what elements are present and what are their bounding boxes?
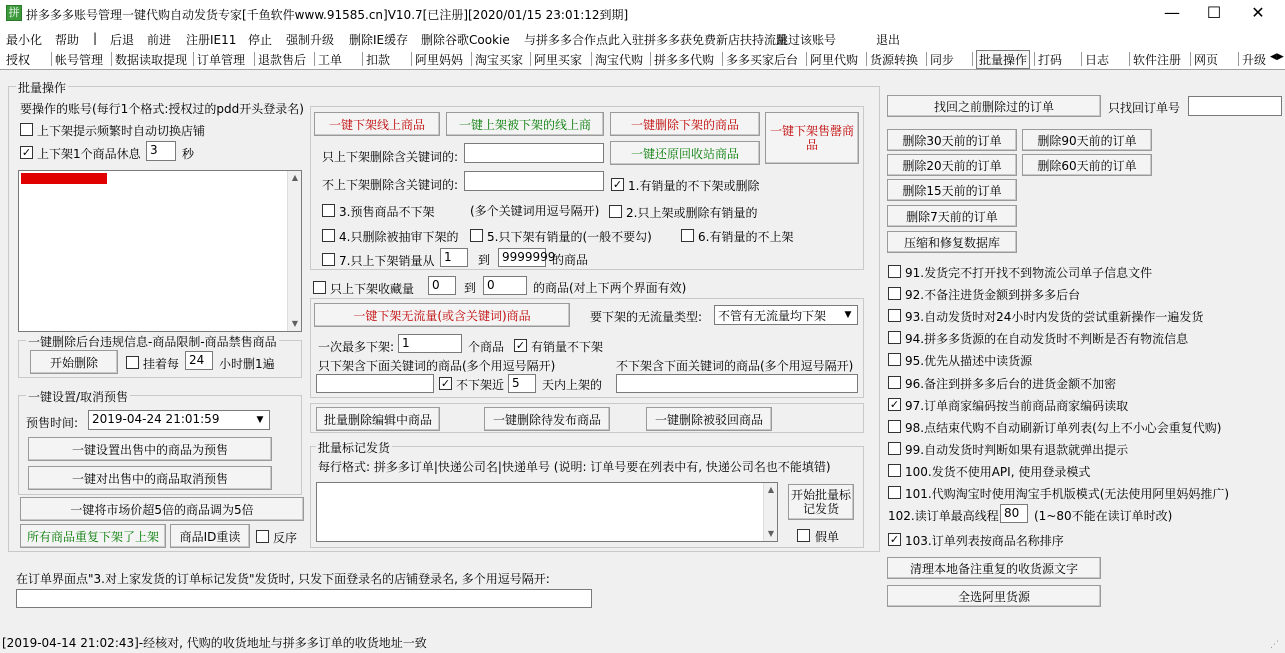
menu-item[interactable]: 退出 xyxy=(876,33,901,47)
delete-90-button[interactable]: 删除90天前的订单 xyxy=(1022,129,1152,151)
mark-scrollbar[interactable] xyxy=(763,483,777,541)
all-reonline-button[interactable]: 所有商品重复下架了上架 xyxy=(20,524,166,548)
threads-input[interactable]: 80 xyxy=(1000,504,1028,523)
rest-seconds-input[interactable]: 3 xyxy=(146,141,176,161)
delete-15-button[interactable]: 删除15天前的订单 xyxy=(887,179,1017,201)
option-checkbox[interactable] xyxy=(888,353,901,366)
hang-hours-input[interactable]: 24 xyxy=(185,351,213,370)
fav-checkbox[interactable] xyxy=(313,281,326,294)
menu-item[interactable]: 跳过该账号 xyxy=(776,33,837,47)
mark-group-title: 批量标记发货 xyxy=(318,441,391,455)
restore-recycle-button[interactable]: 一键还原回收站商品 xyxy=(610,141,760,165)
select-ali-button[interactable]: 全选阿里货源 xyxy=(887,585,1101,607)
status-text: [2019-04-14 21:02:43]-经核对, 代购的收货地址与拼多多订单的收货地址一致 xyxy=(2,636,427,650)
opt3-label: 3.预售商品不下架 xyxy=(339,205,435,219)
accounts-scrollbar[interactable] xyxy=(287,171,301,331)
maximize-icon[interactable]: ☐ xyxy=(1206,3,1222,22)
rest-unit-label: 秒 xyxy=(182,147,195,161)
batch-group-title: 批量操作 xyxy=(18,81,67,95)
fav-to-input[interactable]: 0 xyxy=(483,276,527,295)
rest-label: 上下架1个商品休息 xyxy=(37,147,141,161)
opt4-label: 4.只删除被抽审下架的 xyxy=(339,230,459,244)
store-note-label: 在订单界面点"3.对上家发货的订单标记发货"发货时, 只发下面登录名的店铺登录名, 多个用逗号隔开: xyxy=(16,572,550,586)
start-delete-button[interactable]: 开始删除 xyxy=(30,350,118,374)
menu-item[interactable]: 删除IE缓存 xyxy=(349,33,409,47)
scroll-down-icon[interactable]: ▼ xyxy=(767,529,775,538)
option-label: 97.订单商家编码按当前商品商家编码读取 xyxy=(905,399,1129,413)
hang-unit: 小时删1遍 xyxy=(219,357,275,371)
auto-switch-label: 上下架提示频繁时自动切换店铺 xyxy=(37,124,206,138)
delete-7-button[interactable]: 删除7天前的订单 xyxy=(887,205,1017,227)
threads-label: 102.读订单最高线程 xyxy=(888,509,999,523)
hang-checkbox[interactable] xyxy=(126,356,139,369)
set-presale-button[interactable]: 一键设置出售中的商品为预售 xyxy=(28,437,272,461)
tab-item[interactable]: 日志 xyxy=(1085,53,1110,67)
fav-to-label: 到 xyxy=(464,281,477,295)
option-label: 91.发货完不打开找不到物流公司单子信息文件 xyxy=(905,266,1153,280)
accounts-label: 要操作的账号(每行1个格式:授权过的pdd开头登录名) xyxy=(20,102,304,116)
tab-separator xyxy=(111,52,112,66)
noflow-type-value: 不管有无流量均下架 xyxy=(718,309,827,323)
menu-item[interactable]: 停止 xyxy=(248,33,273,47)
delete-editing-button[interactable]: 批量删除编辑中商品 xyxy=(316,407,440,431)
tab-separator xyxy=(972,52,973,66)
rest-checkbox[interactable]: ✓ xyxy=(21,146,32,159)
menu-item[interactable]: 最小化 xyxy=(6,33,43,47)
presale-title: 一键设置/取消预售 xyxy=(28,390,129,404)
fav-label: 只上下架收藏量 xyxy=(330,282,415,296)
tab-item[interactable]: 阿里妈妈 xyxy=(415,53,464,67)
reverse-checkbox[interactable] xyxy=(256,530,269,543)
tab-separator xyxy=(650,52,651,66)
onoff-group xyxy=(310,106,864,270)
tab-separator xyxy=(1129,52,1130,66)
has-sales-label: 有销量不下架 xyxy=(531,340,604,354)
sales-from-input[interactable]: 1 xyxy=(440,248,468,267)
recent-unit: 天内上架的 xyxy=(542,378,603,392)
accounts-textarea[interactable] xyxy=(18,170,302,332)
offline-soldout-button[interactable]: 一键下架售罄商品 xyxy=(765,112,859,164)
include-kw-input[interactable] xyxy=(316,374,434,393)
scroll-up-icon[interactable]: ▲ xyxy=(767,485,775,494)
start-mark-button[interactable]: 开始批量标记发货 xyxy=(788,484,854,520)
option-checkbox[interactable] xyxy=(888,309,901,322)
tab-separator xyxy=(254,52,255,66)
include-kw-label: 只下架含下面关键词的商品(多个用逗号隔开) xyxy=(318,359,556,373)
opt2-label: 2.只上架或删除有销量的 xyxy=(626,206,758,220)
sales-unit-label: 的商品 xyxy=(552,253,589,267)
chevron-down-icon[interactable]: ▼ xyxy=(256,415,264,425)
app-icon: 拼 xyxy=(6,5,22,21)
has-sales-checkbox[interactable]: ✓ xyxy=(515,339,526,352)
opt6-label: 6.有销量的不上架 xyxy=(698,230,794,244)
presale-time-picker[interactable] xyxy=(88,410,270,430)
max-offline-input[interactable]: 1 xyxy=(398,334,462,353)
presale-time-value: 2019-04-24 21:01:59 xyxy=(92,412,220,426)
delete-rejected-button[interactable]: 一键删除被驳回商品 xyxy=(646,407,772,431)
tab-separator xyxy=(591,52,592,66)
option-label: 99.自动发货时判断如果有退款就弹出提示 xyxy=(905,443,1129,457)
delete-20-button[interactable]: 删除20天前的订单 xyxy=(887,154,1017,176)
fav-hint: 的商品(对上下两个界面有效) xyxy=(533,281,687,295)
option-checkbox[interactable] xyxy=(888,420,901,433)
option-checkbox[interactable] xyxy=(888,265,901,278)
sales-to-label: 到 xyxy=(478,253,491,267)
option-label: 93.自动发货时对24小时内发货的尝试重新操作一遍发货 xyxy=(905,310,1204,324)
tab-item[interactable]: 打码 xyxy=(1038,53,1063,67)
sales-to-input[interactable]: 9999999 xyxy=(498,248,546,267)
tab-separator xyxy=(1034,52,1035,66)
option-label: 101.代购淘宝时使用淘宝手机版模式(无法使用阿里妈妈推广) xyxy=(905,487,1230,501)
opt103-label: 103.订单列表按商品名称排序 xyxy=(905,534,1064,548)
price-5x-button[interactable]: 一键将市场价超5倍的商品调为5倍 xyxy=(20,497,304,521)
option-checkbox[interactable] xyxy=(888,331,901,344)
compress-db-button[interactable]: 压缩和修复数据库 xyxy=(887,231,1017,253)
fake-order-label: 假单 xyxy=(815,530,840,544)
tab-item[interactable]: 帐号管理 xyxy=(55,53,104,67)
violation-title: 一键删除后台违规信息-商品限制-商品禁售商品 xyxy=(28,335,277,349)
tab-item[interactable]: 授权 xyxy=(6,53,31,67)
tab-separator xyxy=(866,52,867,66)
tab-separator xyxy=(362,52,363,66)
tab-scroll-icon[interactable]: ◀▶ xyxy=(1270,52,1284,62)
recent-checkbox[interactable]: ✓ xyxy=(440,377,451,390)
menu-item[interactable]: 强制升级 xyxy=(286,33,335,47)
tab-item[interactable]: 淘宝买家 xyxy=(475,53,524,67)
not-keyword-label: 不上下架删除含关键词的: xyxy=(322,178,459,192)
clear-dup-button[interactable]: 清理本地备注重复的收货源文字 xyxy=(887,557,1101,579)
recover-orders-button[interactable]: 找回之前删除过的订单 xyxy=(887,95,1101,117)
reverse-label: 反序 xyxy=(273,531,298,545)
delete-60-button[interactable]: 删除60天前的订单 xyxy=(1022,154,1152,176)
tab-separator xyxy=(1238,52,1239,66)
only-recover-input[interactable] xyxy=(1188,96,1282,116)
cancel-presale-button[interactable]: 一键对出售中的商品取消预售 xyxy=(28,466,272,490)
tab-item[interactable]: 批量操作 xyxy=(976,50,1030,69)
option-checkbox[interactable] xyxy=(888,376,901,389)
noflow-type-select[interactable] xyxy=(714,305,858,325)
opt1-label: 1.有销量的不下架或删除 xyxy=(628,179,760,193)
max-offline-label: 一次最多下架: xyxy=(318,340,395,354)
menu-separator: | xyxy=(93,31,98,45)
presale-time-label: 预售时间: xyxy=(26,416,79,430)
tab-separator xyxy=(722,52,723,66)
store-note-input[interactable] xyxy=(16,589,592,608)
fav-from-input[interactable]: 0 xyxy=(428,276,456,295)
exclude-kw-input[interactable] xyxy=(616,374,858,393)
tab-item[interactable]: 退款售后 xyxy=(258,53,307,67)
max-offline-unit: 个商品 xyxy=(468,340,505,354)
tab-item[interactable]: 淘宝代购 xyxy=(595,53,644,67)
offline-noflow-button[interactable]: 一键下架无流量(或含关键词)商品 xyxy=(314,303,570,327)
only-recover-label: 只找回订单号 xyxy=(1108,101,1181,115)
option-label: 96.备注到拼多多后台的进货金额不加密 xyxy=(905,377,1117,391)
window-title: 拼多多多账号管理一键代购自动发货专家[千鱼软件www.91585.cn]V10.7[已注册][2020/01/15 23:01:12到期] xyxy=(26,8,629,22)
option-label: 94.拼多多货源的在自动发货时不判断是否有物流信息 xyxy=(905,332,1189,346)
tab-item[interactable]: 升级 xyxy=(1242,53,1267,67)
delete-30-button[interactable]: 删除30天前的订单 xyxy=(887,129,1017,151)
tab-separator xyxy=(1190,52,1191,66)
recent-label: 不下架近 xyxy=(456,378,505,392)
tab-item[interactable]: 货源转换 xyxy=(870,53,919,67)
mark-format-label: 每行格式: 拼多多订单|快递公司名|快递单号 (说明: 订单号要在列表中有, 快递公司名也不能填错) xyxy=(318,460,831,474)
tab-separator xyxy=(193,52,194,66)
tab-item[interactable]: 订单管理 xyxy=(197,53,246,67)
tab-item[interactable]: 网页 xyxy=(1194,53,1219,67)
delete-offline-button[interactable]: 一键删除下架的商品 xyxy=(610,112,760,136)
keyword-hint: (多个关键词用逗号隔开) xyxy=(470,204,600,218)
menu-item[interactable]: 前进 xyxy=(147,33,172,47)
tab-item[interactable]: 阿里买家 xyxy=(534,53,583,67)
opt5-label: 5.只下架有销量的(一般不要勾) xyxy=(487,230,652,244)
menu-item[interactable]: 与拼多多合作点此入驻拼多多获免费新店扶持流量 xyxy=(524,33,789,47)
menu-item[interactable]: 帮助 xyxy=(55,33,80,47)
opt7-label: 7.只上下架销量从 xyxy=(339,254,435,268)
menu-item[interactable]: 注册IE11 xyxy=(186,33,237,47)
tab-item[interactable]: 数据读取提现 xyxy=(115,53,188,67)
tab-separator xyxy=(314,52,315,66)
tab-separator xyxy=(471,52,472,66)
online-offline-button[interactable]: 一键上架被下架的线上商 xyxy=(446,112,604,136)
fake-order-checkbox[interactable] xyxy=(797,529,810,542)
hang-label: 挂着每 xyxy=(143,357,180,371)
tab-item[interactable]: 同步 xyxy=(930,53,955,67)
tab-item[interactable]: 软件注册 xyxy=(1133,53,1182,67)
noflow-type-label: 要下架的无流量类型: xyxy=(590,310,703,324)
reread-id-button[interactable]: 商品ID重读 xyxy=(170,524,250,548)
menu-item[interactable]: 后退 xyxy=(110,33,135,47)
redacted-account xyxy=(21,173,107,184)
close-icon[interactable]: ✕ xyxy=(1251,3,1265,22)
tab-item[interactable]: 拼多多代购 xyxy=(654,53,715,67)
delete-pending-button[interactable]: 一键删除待发布商品 xyxy=(484,407,610,431)
chevron-down-icon[interactable]: ▼ xyxy=(844,310,852,320)
mark-textarea[interactable] xyxy=(316,482,778,542)
option-checkbox[interactable] xyxy=(888,287,901,300)
tab-separator xyxy=(926,52,927,66)
only-keyword-label: 只上下架删除含关键词的: xyxy=(322,150,459,164)
minimize-icon[interactable]: — xyxy=(1164,3,1180,22)
option-label: 92.不备注进货金额到拼多多后台 xyxy=(905,288,1081,302)
tab-item[interactable]: 阿里代购 xyxy=(810,53,859,67)
auto-switch-checkbox[interactable] xyxy=(20,123,33,136)
tab-separator xyxy=(411,52,412,66)
tab-separator xyxy=(1081,52,1082,66)
scroll-up-icon[interactable]: ▲ xyxy=(291,173,299,182)
opt103-checkbox[interactable]: ✓ xyxy=(889,533,900,546)
offline-online-button[interactable]: 一键下架线上商品 xyxy=(314,112,440,136)
option-label: 100.发货不使用API, 使用登录模式 xyxy=(905,465,1091,479)
tab-separator xyxy=(806,52,807,66)
option-checkbox[interactable] xyxy=(888,486,901,499)
option-label: 98.点结束代购不自动刷新订单列表(勾上不小心会重复代购) xyxy=(905,421,1222,435)
threads-hint: (1~80不能在读订单时改) xyxy=(1034,509,1173,523)
tab-item[interactable]: 工单 xyxy=(318,53,343,67)
tab-separator xyxy=(530,52,531,66)
resize-grip-icon[interactable]: ⋰ xyxy=(1270,640,1279,650)
recent-days-input[interactable]: 5 xyxy=(508,374,536,393)
tab-item[interactable]: 多多买家后台 xyxy=(726,53,799,67)
opt1-checkbox[interactable]: ✓ xyxy=(612,178,623,191)
menu-item[interactable]: 删除谷歌Cookie xyxy=(421,33,510,47)
option-checkbox[interactable] xyxy=(888,442,901,455)
tab-separator xyxy=(51,52,52,66)
option-label: 95.优先从描述中读货源 xyxy=(905,354,1033,368)
exclude-kw-label: 不下架含下面关键词的商品(多个用逗号隔开) xyxy=(616,359,854,373)
tab-item[interactable]: 扣款 xyxy=(366,53,391,67)
scroll-down-icon[interactable]: ▼ xyxy=(291,319,299,328)
option-checkbox[interactable]: ✓ xyxy=(889,398,900,411)
option-checkbox[interactable] xyxy=(888,464,901,477)
